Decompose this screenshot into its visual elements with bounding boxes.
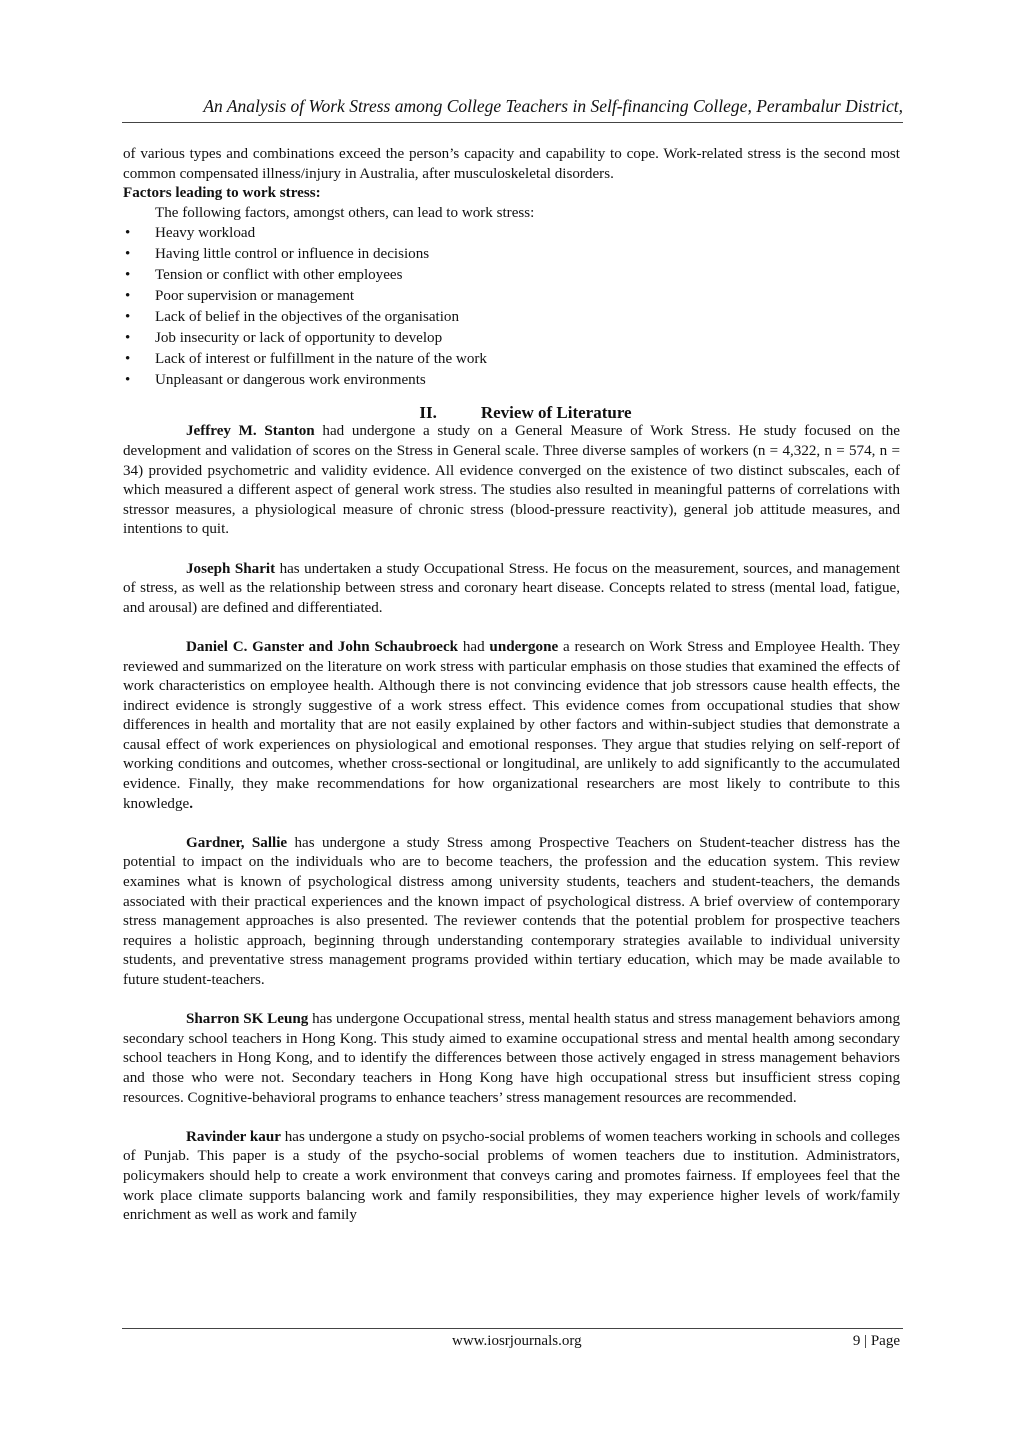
list-item: • Job insecurity or lack of opportunity to develop: [123, 328, 900, 349]
author-name: Daniel C. Ganster and John Schaubroeck: [186, 638, 459, 655]
section-number: II.: [419, 403, 437, 423]
footer-divider: [122, 1328, 903, 1329]
list-item: • Unpleasant or dangerous work environments: [123, 370, 900, 391]
factors-heading: Factors leading to work stress:: [123, 185, 321, 202]
header-divider: [122, 122, 903, 123]
list-item: • Heavy workload: [123, 223, 900, 244]
author-name: Ravinder kaur: [186, 1128, 281, 1145]
factors-intro: The following factors, amongst others, can lead to work stress:: [155, 204, 535, 221]
factors-list: [123, 223, 900, 391]
bullet-icon: •: [125, 351, 131, 368]
author-name: Gardner, Sallie: [186, 834, 288, 851]
review-paragraph-leung: Sharron SK Leung has undergone Occupational stress, mental health status and stress management behaviors among secondary school teachers in Hong Kong. This study aimed to examine occupational stress and mental health among secondary school teachers in Hong Kong, and to identify the differences between those actively engaged in stress management behaviors and those who were not. Secondary teachers in Hong Kong have high occupational stress but insufficient stress coping resources. Cognitive-behavioral programs to enhance teachers’ stress management resources are recommended.: [123, 1011, 900, 1106]
list-item: • Lack of interest or fulfillment in the nature of the work: [123, 349, 900, 370]
bullet-icon: •: [125, 267, 131, 284]
bullet-icon: •: [125, 372, 131, 389]
bullet-icon: •: [125, 225, 131, 242]
list-item: • Having little control or influence in decisions: [123, 244, 900, 265]
author-name: Jeffrey M. Stanton: [186, 423, 315, 440]
list-item: • Poor supervision or management: [123, 286, 900, 307]
review-paragraph-kaur: Ravinder kaur has undergone a study on psycho-social problems of women teachers working in schools and colleges of Punjab. This paper is a study of the psycho-social problems of women teachers due to institution. Administrators, policymakers should help to create a work environment that conveys caring and promotes fairness. If employees feel that the work place climate supports balancing work and family responsibilities, they may experience higher levels of work/family enrichment as well as work and family: [123, 1128, 901, 1224]
section-title: Review of Literature: [480, 403, 632, 423]
author-name: Joseph Sharit: [186, 560, 276, 577]
footer-url: www.iosrjournals.org: [452, 1333, 582, 1349]
continuation-paragraph: of various types and combinations exceed the person’s capacity and capability to cope. Work-related stress is the second most common compensated illness/injury in Australia, after musculoskeletal disorders.: [123, 146, 900, 182]
list-item: • Lack of belief in the objectives of the organisation: [123, 307, 900, 328]
section-heading: [123, 404, 900, 422]
author-name: Sharron SK Leung: [186, 1011, 309, 1028]
review-paragraph-sharit: Joseph Sharit has undertaken a study Occupational Stress. He focus on the measurement, sources, and management of stress, as well as the relationship between stress and coronary heart disease. Concepts related to stress (mental load, fatigue, and arousal) are defined and differentiated.: [123, 560, 900, 616]
bullet-icon: •: [125, 309, 131, 326]
page-body: [123, 145, 900, 1226]
running-header: An Analysis of Work Stress among College Teachers in Self-financing College, Perambalur District,: [203, 96, 903, 116]
review-paragraph-gardner: Gardner, Sallie has undergone a study Stress among Prospective Teachers on Student-teacher distress has the potential to impact on the individuals who are to become teachers, the profession and the education system. This review examines what is known of psychological distress among university students, teachers and student-teachers, the demands associated with their practical experiences and the known impact of psychological distress. A brief overview of contemporary stress management approaches is also presented. The reviewer contends that the potential problem for prospective teachers requires a holistic approach, beginning through understanding contemporary strategies available to individual university students, and preventative stress management programs provided within tertiary education, which may be made available to future student-teachers.: [123, 834, 900, 988]
page-number: 9 | Page: [852, 1333, 900, 1349]
review-paragraph-stanton: Jeffrey M. Stanton had undergone a study on a General Measure of Work Stress. He study focused on the development and validation of scores on the Stress in General scale. Three diverse samples of workers (n = 4,322, n = 574, n = 34) provided psychometric and validity evidence. All evidence converged on the existence of two distinct subscales, each of which measured a different aspect of general work stress. The studies also resulted in meaningful patterns of correlations with stressor measures, a physiological measure of chronic stress (blood-pressure reactivity), general job attitude measures, and intentions to quit.: [123, 423, 900, 538]
bullet-icon: •: [125, 288, 131, 305]
review-paragraph-ganster: Daniel C. Ganster and John Schaubroeck had undergone a research on Work Stress and Employee Health. They reviewed and summarized on the literature on work stress with particular emphasis on those studies that examined the effects of work characteristics on employee health. Although there is not convincing evidence that job stressors cause health effects, the indirect evidence is strongly suggestive of a work stress effect. This evidence comes from occupational studies that show differences in health and mortality that are not easily explained by other factors and within-subject studies that demonstrate a causal effect of work experiences on physiological and emotional responses. They argue that studies relying on self-report of working conditions and outcomes, whether cross-sectional or longitudinal, are unlikely to add significantly to the accumulated evidence. Finally, they make recommendations for how organizational researchers are most likely to contribute to this knowledge.: [123, 638, 901, 812]
list-item: • Tension or conflict with other employees: [123, 265, 900, 286]
bullet-icon: •: [125, 330, 131, 347]
bullet-icon: •: [125, 246, 131, 263]
